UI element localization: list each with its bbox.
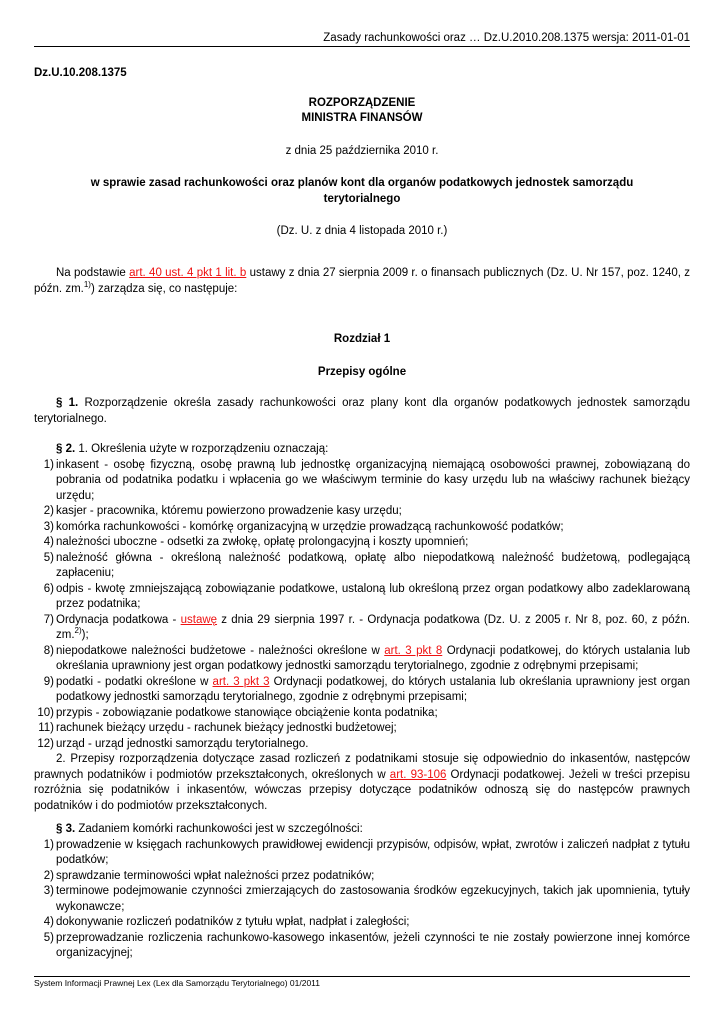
journal-reference: Dz.U.10.208.1375 <box>34 67 127 79</box>
task-item: 2) sprawdzanie terminowości wpłat należności przez podatników; <box>43 869 375 882</box>
footnote-ref-2[interactable]: 2) <box>74 626 82 636</box>
task-item: 5) przeprowadzanie rozliczenia rachunkowo-kasowego inkasentów, jeżeli czynności te nie zostały powierzone innej komórce organizacyjnej; <box>43 931 690 959</box>
definition-item: 1) inkasent - osobę fizyczną, osobę prawną lub jednostkę organizacyjną niemającą osobowości prawnej, zobowiązaną do pobrania od podatnika podatku i wpłacenia go we właściwym terminie do kasy urzędu lub na właściwy rachunek bieżący urzędu; <box>43 458 690 502</box>
definition-item: 8) niepodatkowe należności budżetowe - należności określone w art. 3 pkt 8 Ordynacji podatkowej, do których ustalania lub określania uprawniony jest organ podatkowy jednostki samorządu terytorialnego, zgodnie z odrębnymi przepisami; <box>43 644 691 672</box>
subject-line-1: w sprawie zasad rachunkowości oraz planów kont dla organów podatkowych jednostek samorządu <box>90 177 634 189</box>
footer-source: System Informacji Prawnej Lex (Lex dla Samorządu Terytorialnego) 01/2011 <box>34 978 320 988</box>
definition-item: 3) komórka rachunkowości - komórkę organizacyjną w urzędzie prowadzącą rachunkowość podatków; <box>43 520 564 533</box>
subject-line-2: terytorialnego <box>323 193 401 205</box>
link-art-40[interactable]: art. 40 ust. 4 pkt 1 lit. b <box>129 267 247 279</box>
task-item: 1) prowadzenie w księgach rachunkowych prawidłowej ewidencji przypisów, odpisów, wpłat, zwrotów i zaliczeń nadpłat z tytułu podatków; <box>43 838 690 866</box>
section-2-intro: § 2. 1. Określenia użyte w rozporządzeniu oznaczają: <box>56 443 329 455</box>
definition-item: 6) odpis - kwotę zmniejszającą zobowiązanie podatkowe, ustaloną lub określoną przez organ podatkowy albo zadeklarowaną przez podatnika; <box>43 582 690 610</box>
definition-item: 2) kasjer - pracownika, któremu powierzono prowadzenie kasy urzędu; <box>43 505 402 517</box>
regulation-date: z dnia 25 października 2010 r. <box>285 145 439 157</box>
publication-info: (Dz. U. z dnia 4 listopada 2010 r.) <box>276 225 448 237</box>
link-ordynacja[interactable]: ustawę <box>180 613 218 626</box>
link-art-3-pkt-8[interactable]: art. 3 pkt 8 <box>384 644 443 657</box>
preamble: Na podstawie art. 40 ust. 4 pkt 1 lit. b ustawy z dnia 27 sierpnia 2009 r. o finansach publicznych (Dz. U. Nr 157, poz. 1240, z późn. zm.$^{1)}$) zarządza się, co następuje: <box>34 267 691 295</box>
footer-divider <box>34 976 690 977</box>
definition-item: 12) urząd - urząd jednostki samorządu terytorialnego. <box>37 737 309 750</box>
section-3 <box>34 822 690 962</box>
definition-item: 7) Ordynacja podatkowa - ustawę z dnia 29 sierpnia 1997 r. - Ordynacja podatkowa (Dz. U. z 2005 r. Nr 8, poz. 60, z późn. zm.$^{2)}$); <box>43 613 690 641</box>
section-2 <box>34 442 690 814</box>
section-mark: § 1. <box>56 397 79 409</box>
section-mark: § 3. <box>56 823 76 835</box>
chapter-title: Przepisy ogólne <box>317 366 407 378</box>
definition-item: 11) rachunek bieżący urzędu - rachunek bieżący jednostki budżetowej; <box>38 722 397 734</box>
title-line-2: MINISTRA FINANSÓW <box>301 112 423 124</box>
section-2-paragraph-2: 2. Przepisy rozporządzenia dotyczące zasad rozliczeń z podatnikami stosuje się odpowiednio do inkasentów, następców prawnych podatników i podmiotów przekształconych, określonych w art. 93-106 Ordynacji podatkowej. Jeżeli w treści przepisu rozróżnia się podatników i inkasentów, wówczas przepisy dotyczące podatników odnoszą się do następców prawnych podatników i do podmiotów przekształconych. <box>34 753 690 812</box>
section-3-intro: § 3. Zadaniem komórki rachunkowości jest w szczególności: <box>56 823 363 835</box>
title-line-1: ROZPORZĄDZENIE <box>308 97 416 109</box>
link-art-3-pkt-3[interactable]: art. 3 pkt 3 <box>212 675 270 688</box>
task-item: 4) dokonywanie rozliczeń podatników z tytułu wpłat, nadpłat i zaległości; <box>43 916 410 928</box>
footnote-ref-1[interactable]: 1) <box>83 279 91 289</box>
link-art-93-106[interactable]: art. 93-106 <box>389 768 447 781</box>
section-mark: § 2. <box>56 443 76 455</box>
task-item: 3) terminowe podejmowanie czynności zmierzających do zastosowania środków egzekucyjnych, takich jak upomnienia, tytuły wykonawcze; <box>43 885 690 913</box>
chapter-label: Rozdział 1 <box>333 333 391 345</box>
definition-item: 9) podatki - podatki określone w art. 3 pkt 3 Ordynacji podatkowej, do których ustalania lub określania uprawniony jest organ podatkowy jednostki samorządu terytorialnego, zgodnie z odrębnymi przepisami; <box>43 675 690 703</box>
running-header: Zasady rachunkowości oraz … Dz.U.2010.208.1375 wersja: 2011-01-01 <box>323 32 690 44</box>
section-1: § 1. Rozporządzenie określa zasady rachunkowości oraz plany kont dla organów podatkowych jednostek samorządu terytorialnego. <box>34 397 691 425</box>
definition-item: 10) przypis - zobowiązanie podatkowe stanowiące obciążenie konta podatnika; <box>37 706 438 719</box>
definition-item: 5) należność główna - określoną należność podatkową, opłatę albo niepodatkową należność budżetową, podlegającą zapłaceniu; <box>43 551 690 579</box>
header-divider <box>34 46 690 47</box>
definition-item: 4) należności uboczne - odsetki za zwłokę, opłatę prolongacyjną i koszty upomnień; <box>43 536 469 548</box>
